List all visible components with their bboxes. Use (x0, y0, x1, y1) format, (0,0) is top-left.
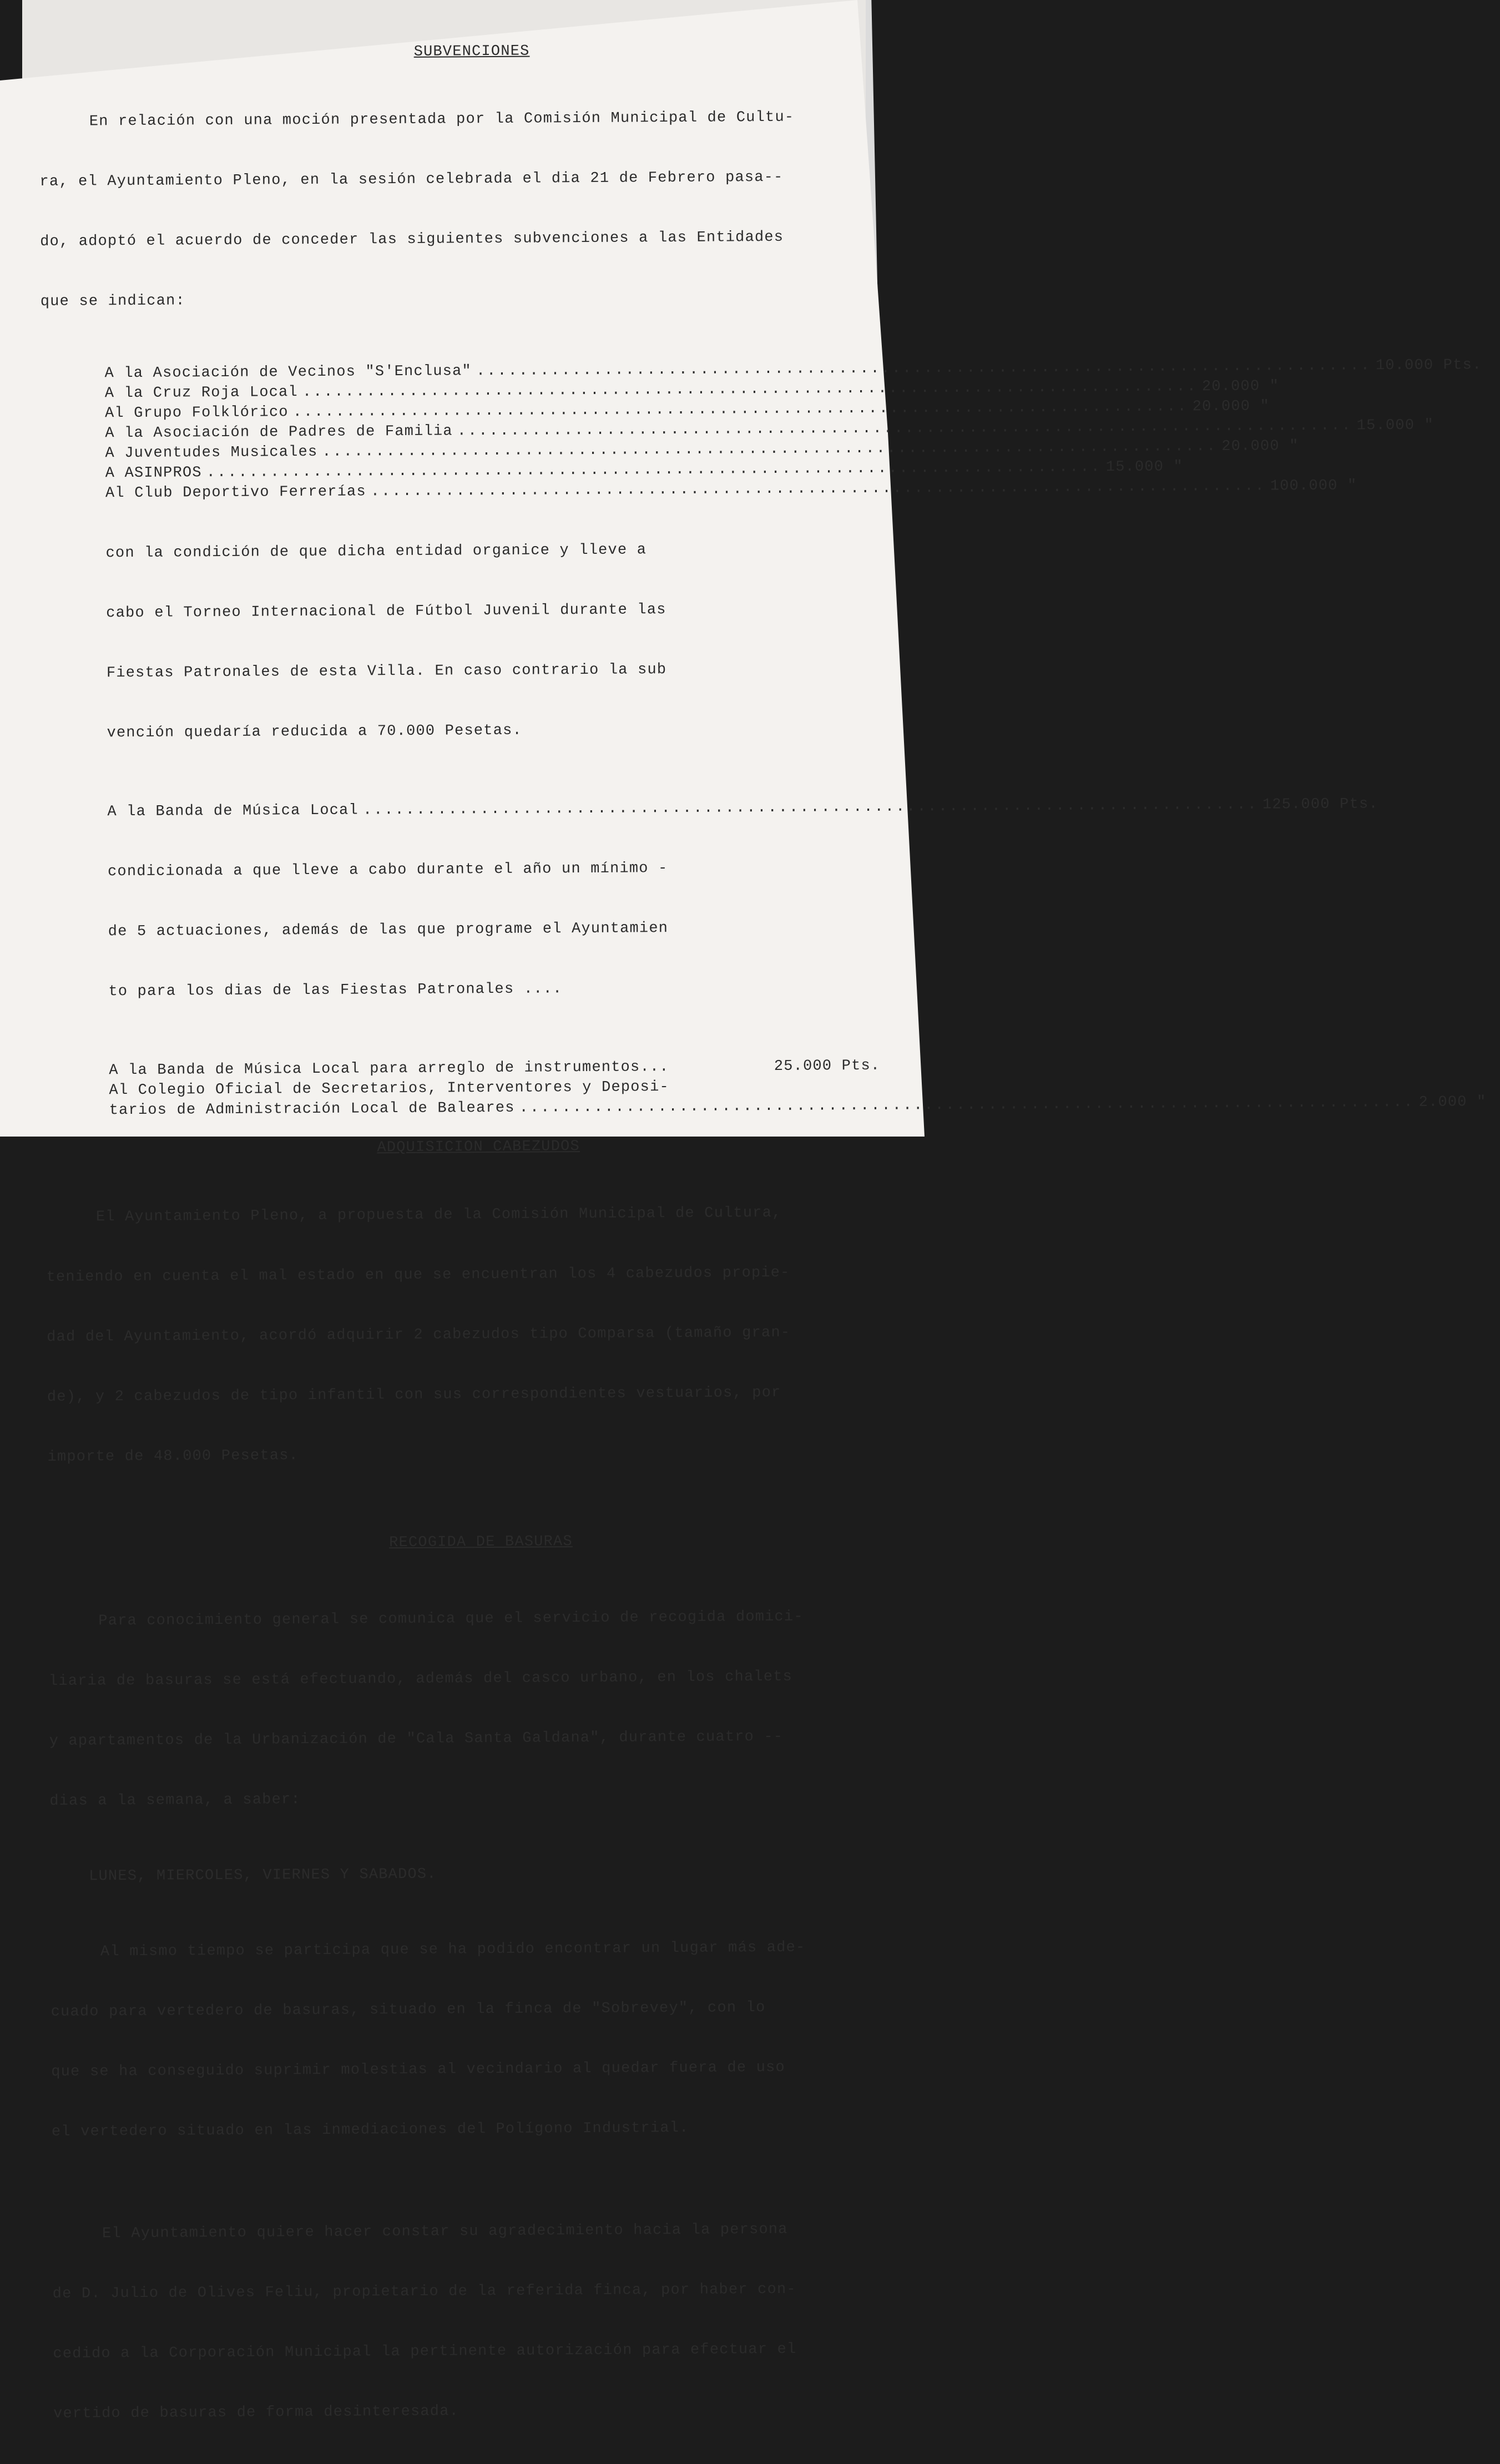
item-amount: 125.000 Pts. (1262, 796, 1378, 814)
intro-line: que se indican: (40, 292, 185, 310)
item-amount: 20.000 " (1221, 438, 1299, 455)
text-line: importe de 48.000 Pesetas. (47, 1447, 299, 1466)
cabezudos-section (46, 1134, 913, 1507)
note-line: de 5 actuaciones, además de las que programe el Ayuntamien (108, 920, 669, 941)
leader-dots: .................................................................................... (457, 417, 1352, 440)
intro-line: En relación con una moción presentada por la Comisión Municipal de Cultu- (89, 109, 795, 130)
note-line: Fiestas Patronales de esta Villa. En caso contrario la sub (106, 662, 667, 682)
item-label: A la Banda de Música Local para arreglo de instrumentos... (109, 1059, 669, 1079)
text-line: el vertedero situado en las inmediaciones del Polígono Industrial. (51, 2119, 689, 2140)
item-amount: 15.000 " (1356, 417, 1435, 435)
item-amount: 100.000 " (1270, 477, 1357, 495)
leader-dots: .................................................................................... (292, 398, 1188, 421)
list-item (109, 1094, 1487, 1121)
item-label: A la Asociación de Padres de Familia (105, 423, 453, 442)
leader-dots: .................................................................................... (476, 357, 1372, 380)
basuras-paragraph-3 (52, 2179, 920, 2464)
text-line: dad del Ayuntamiento, acordó adquirir 2 cabezudos tipo Comparsa (tamaño gran- (47, 1324, 791, 1346)
item-label: Al Club Deportivo Ferrerías (105, 483, 366, 502)
colegio-line: Al Colegio Oficial de Secretarios, Interventores y Deposi- (109, 1079, 669, 1099)
leader-dots: .................................................................................... (362, 796, 1259, 819)
subvenciones-intro (39, 67, 906, 352)
item-amount: 25.000 Pts. (774, 1057, 881, 1075)
item-amount: 20.000 " (1201, 378, 1280, 396)
leader-dots: .................................................................................... (370, 478, 1266, 501)
document-content (39, 39, 1487, 2463)
collection-days: LUNES, MIERCOLES, VIERNES Y SABADOS. (89, 1866, 437, 1885)
basuras-paragraph-2 (50, 1897, 917, 2182)
note-line: vención quedaría reducida a 70.000 Pesetas. (107, 722, 522, 742)
subvenciones-heading: SUBVENCIONES (413, 43, 530, 60)
cabezudos-heading: ADQUISICION CABEZUDOS (377, 1138, 580, 1157)
banda-condition-note (108, 817, 886, 1042)
text-line: y apartamentos de la Urbanización de "Cala Santa Galdana", durante cuatro -- (49, 1728, 784, 1750)
text-line: El Ayuntamiento Pleno, a propuesta de la Comisión Municipal de Cultura, (95, 1204, 782, 1226)
text-line: que se ha conseguido suprimir molestias al vecindario al quedar fuera de uso (51, 2059, 785, 2081)
item-label: A Juventudes Musicales (105, 443, 318, 462)
item-label: A la Banda de Música Local (107, 802, 359, 821)
item-label: A la Cruz Roja Local (104, 384, 298, 402)
text-line: de D. Julio de Olives Feliu, propietario de la referida finca, por haber con- (52, 2281, 796, 2303)
item-amount: 10.000 Pts. (1375, 357, 1482, 375)
subvenciones-list (104, 357, 1487, 1121)
leader-dots: .................................................................................... (302, 378, 1198, 401)
item-label: tarios de Administración Local de Baleares (109, 1099, 515, 1119)
leader-dots: .................................................................................... (206, 459, 1102, 482)
leader-dots: .................................................................................... (322, 438, 1218, 461)
text-line: liaria de basuras se está efectuando, además del casco urbano, en los chalets (48, 1668, 793, 1690)
text-line: teniendo en cuenta el mal estado en que se encuentran los 4 cabezudos propie- (46, 1264, 790, 1286)
text-line: vertido de basuras de forma desinteresada. (53, 2403, 459, 2422)
intro-line: do, adoptó el acuerdo de conceder las siguientes subvenciones a las Entidades (40, 229, 784, 250)
club-condition-note (105, 499, 884, 784)
basuras-heading: RECOGIDA DE BASURAS (389, 1533, 573, 1552)
note-line: condicionada a que lleve a cabo durante el año un mínimo - (108, 860, 668, 881)
text-line: Al mismo tiempo se participa que se ha podido encontrar un lugar más ade- (100, 1939, 806, 1961)
item-label: A ASINPROS (105, 464, 202, 482)
note-line: to para los dias de las Fiestas Patronales .... (108, 981, 563, 1001)
basuras-paragraph-1 (48, 1566, 916, 1851)
intro-line: ra, el Ayuntamiento Pleno, en la sesión celebrada el dia 21 de Febrero pasa-- (39, 169, 784, 190)
text-line: El Ayuntamiento quiere hacer constar su agradecimiento hacia la persona (102, 2221, 788, 2243)
text-line: dias a la semana, a saber: (49, 1791, 301, 1810)
text-line: cedido a la Corporación Municipal la pertinente autorización para efectuar el (53, 2341, 797, 2362)
basuras-section (48, 1529, 919, 2463)
leader-dots: .................................................................................... (519, 1094, 1415, 1117)
item-label: A la Asociación de Vecinos "S'Enclusa" (104, 363, 472, 382)
item-amount: 2.000 " (1418, 1094, 1487, 1111)
text-line: Para conocimiento general se comunica que el servicio de recogida domici- (98, 1608, 804, 1630)
note-line: con la condición de que dicha entidad organice y lleve a (105, 542, 647, 562)
item-amount: 15.000 " (1105, 458, 1184, 476)
item-amount: 20.000 " (1192, 398, 1270, 416)
text-line: de), y 2 cabezudos de tipo infantil con sus correspondientes vestuarios, por (47, 1384, 781, 1406)
leader-dots (674, 1070, 743, 1071)
note-line: cabo el Torneo Internacional de Fútbol Juvenil durante las (106, 602, 666, 622)
text-line: cuado para vertedero de basuras, situado en la finca de "Sobrevey", con lo (50, 2000, 766, 2021)
cabezudos-text (46, 1162, 913, 1507)
item-label: Al Grupo Folklórico (104, 404, 289, 422)
